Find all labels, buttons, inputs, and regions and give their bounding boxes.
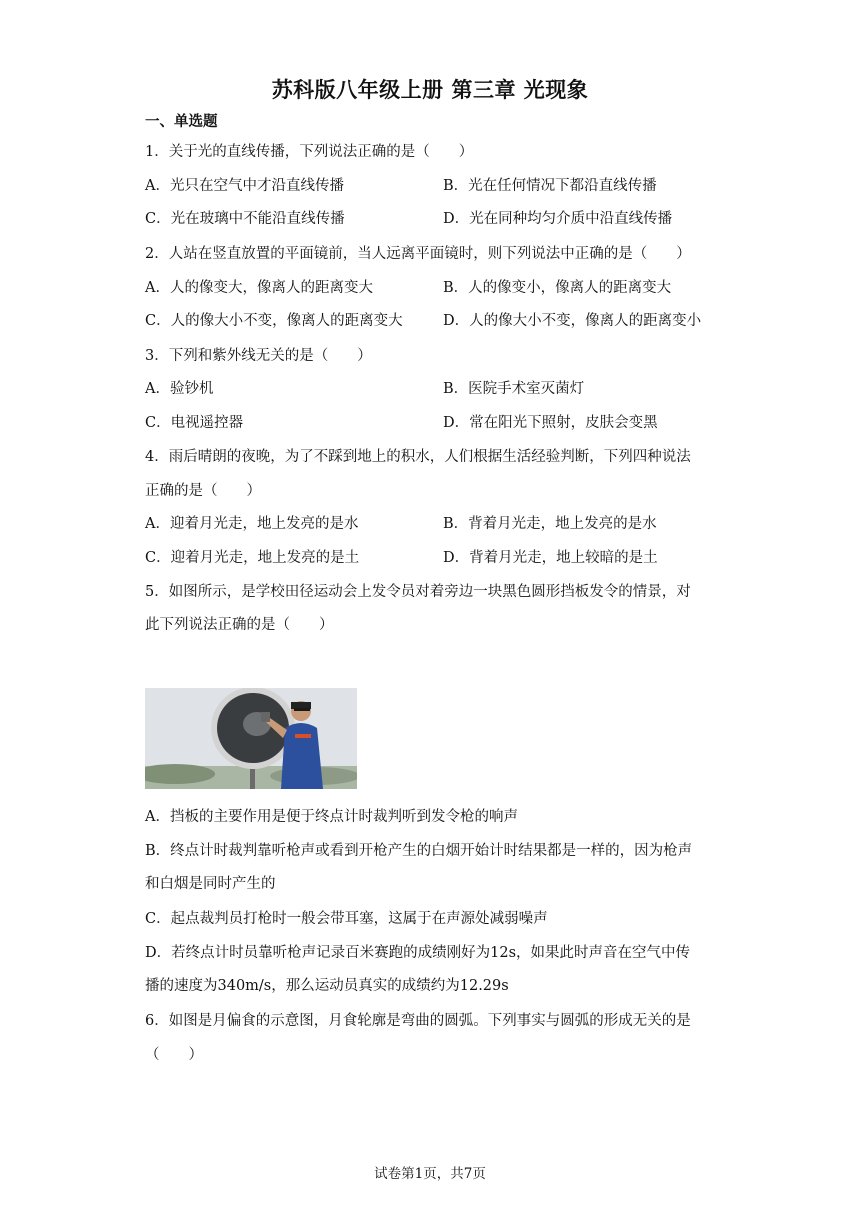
page-footer: 试卷第1页，共7页 (374, 1166, 486, 1182)
question-4-stem-line-2: 正确的是（ ） (145, 483, 261, 499)
question-1-option-b: B．光在任何情况下都沿直线传播 (443, 178, 657, 194)
question-1-stem: 1．关于光的直线传播，下列说法正确的是（ ） (145, 144, 474, 160)
question-4-option-d: D．背着月光走，地上较暗的是土 (443, 550, 658, 566)
question-5-stem-line-1: 5．如图所示，是学校田径运动会上发令员对着旁边一块黑色圆形挡板发令的情景，对 (145, 584, 691, 600)
question-1-option-a: A．光只在空气中才沿直线传播 (145, 178, 344, 194)
starter-photo (145, 688, 357, 789)
starter-photo-illustration (145, 688, 357, 789)
question-4-option-a: A．迎着月光走，地上发亮的是水 (145, 516, 359, 532)
question-5-option-a: A．挡板的主要作用是便于终点计时裁判听到发令枪的响声 (145, 809, 518, 825)
question-6-stem-line-2: （ ） (145, 1047, 203, 1063)
question-3-option-d: D．常在阳光下照射，皮肤会变黑 (443, 415, 658, 431)
question-3-option-c: C．电视遥控器 (145, 415, 244, 431)
question-4-option-b: B．背着月光走，地上发亮的是水 (443, 516, 657, 532)
question-5-option-c: C．起点裁判员打枪时一般会带耳塞，这属于在声源处减弱噪声 (145, 911, 548, 927)
question-3-option-b: B．医院手术室灭菌灯 (443, 381, 585, 397)
question-2-option-a: A．人的像变大，像离人的距离变大 (145, 280, 373, 296)
question-6-stem-line-1: 6．如图是月偏食的示意图，月食轮廓是弯曲的圆弧。下列事实与圆弧的形成无关的是 (145, 1013, 691, 1029)
question-5-option-b-line-2: 和白烟是同时产生的 (145, 876, 276, 892)
section-heading: 一、单选题 (145, 114, 218, 130)
question-5-option-d-line-2: 播的速度为340m/s，那么运动员真实的成绩约为12.29s (145, 978, 509, 994)
question-1-option-c: C．光在玻璃中不能沿直线传播 (145, 211, 345, 227)
question-3-stem: 3．下列和紫外线无关的是（ ） (145, 348, 372, 364)
question-5-option-b-line-1: B．终点计时裁判靠听枪声或看到开枪产生的白烟开始计时结果都是一样的，因为枪声 (145, 843, 693, 859)
question-4-stem-line-1: 4．雨后晴朗的夜晚，为了不踩到地上的积水，人们根据生活经验判断，下列四种说法 (145, 449, 691, 465)
question-4-option-c: C．迎着月光走，地上发亮的是土 (145, 550, 360, 566)
question-2-option-b: B．人的像变小，像离人的距离变大 (443, 280, 672, 296)
question-3-option-a: A．验钞机 (145, 381, 214, 397)
question-2-option-d: D．人的像大小不变，像离人的距离变小 (443, 313, 702, 329)
question-2-stem: 2．人站在竖直放置的平面镜前，当人远离平面镜时，则下列说法中正确的是（ ） (145, 246, 691, 262)
question-1-option-d: D．光在同种均匀介质中沿直线传播 (443, 211, 673, 227)
question-5-stem-line-2: 此下列说法正确的是（ ） (145, 617, 334, 633)
question-5-option-d-line-1: D．若终点计时员靠听枪声记录百米赛跑的成绩刚好为12s，如果此时声音在空气中传 (145, 945, 691, 961)
question-2-option-c: C．人的像大小不变，像离人的距离变大 (145, 313, 403, 329)
page-title: 苏科版八年级上册 第三章 光现象 (271, 78, 589, 102)
